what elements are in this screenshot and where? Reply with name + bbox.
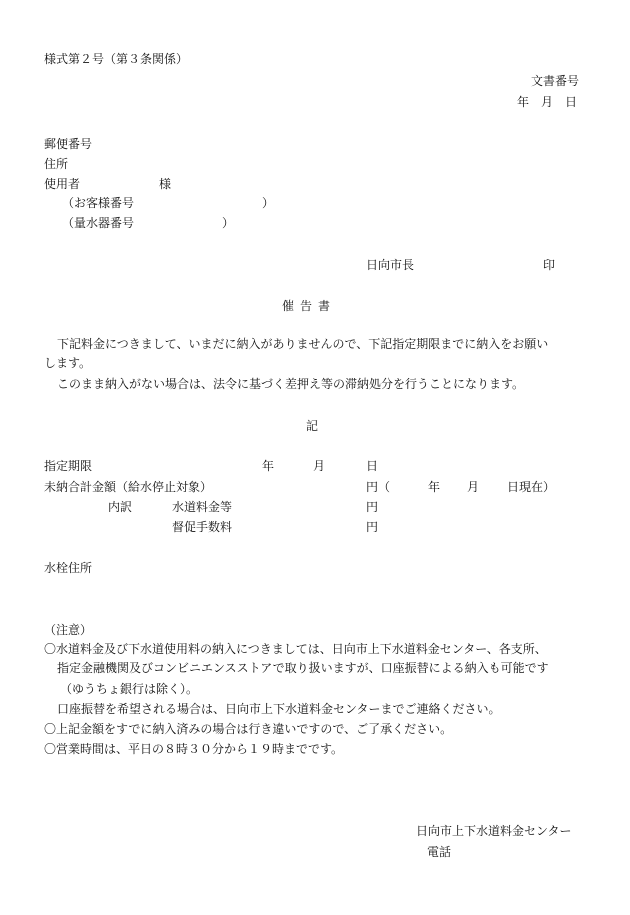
reminder-fee-label: 督促手数料 <box>172 520 233 534</box>
notes-heading: （注意） <box>44 623 93 637</box>
footer-center-name: 日向市上下水道料金センター <box>416 824 572 838</box>
body-line-2: します。 <box>44 356 92 370</box>
meter-number-close: ） <box>222 216 235 230</box>
water-fee-yen: 円 <box>366 500 379 514</box>
customer-number-label: （お客様番号 <box>62 196 135 210</box>
seal-mark: 印 <box>543 258 556 272</box>
user-label: 使用者 <box>44 177 81 191</box>
deadline-year: 年 <box>262 459 275 473</box>
water-fee-label: 水道料金等 <box>172 500 233 514</box>
note-1-line-2: 指定金融機関及びコンビニエンスストアで取り扱いますが、口座振替による納入も可能です <box>57 661 549 675</box>
document-number-label: 文書番号 <box>531 74 580 88</box>
tap-address-label: 水栓住所 <box>44 561 93 575</box>
note-3: 〇営業時間は、平日の８時３０分から１９時までです。 <box>44 742 344 756</box>
customer-number-close: ） <box>262 196 275 210</box>
form-label: 様式第２号（第３条関係） <box>44 52 189 66</box>
note-1-line-4: 口座振替を希望される場合は、日向市上下水道料金センターまでご連絡ください。 <box>57 702 501 716</box>
body-line-1: 下記料金につきまして、いまだに納入がありませんので、下記指定期限までに納入をお願い <box>57 337 549 351</box>
note-2: 〇上記金額をすでに納入済みの場合は行き違いですので、ご了承ください。 <box>44 722 453 736</box>
document-title: 催告書 <box>282 299 337 313</box>
address-label: 住所 <box>44 157 69 171</box>
unpaid-total-label: 未納合計金額（給水停止対象） <box>44 480 213 494</box>
date-top: 年 月 日 <box>517 95 578 109</box>
footer-phone-label: 電話 <box>427 845 452 859</box>
note-1-line-3: （ゆうちょ銀行は除く）。 <box>60 682 199 696</box>
as-of-day: 日現在） <box>507 480 556 494</box>
as-of-month: 月 <box>467 480 480 494</box>
note-1-line-1: 〇水道料金及び下水道使用料の納入につきましては、日向市上下水道料金センター、各支所、 <box>44 642 547 656</box>
deadline-day: 日 <box>366 459 379 473</box>
meter-number-label: （量水器番号 <box>62 216 135 230</box>
body-line-3: このまま納入がない場合は、法令に基づく差押え等の滞納処分を行うことになります。 <box>57 377 525 391</box>
ki-heading: 記 <box>306 419 319 433</box>
as-of-year: 年 <box>428 480 441 494</box>
issuer-name: 日向市長 <box>366 258 415 272</box>
deadline-label: 指定期限 <box>44 459 93 473</box>
deadline-month: 月 <box>313 459 326 473</box>
honorific-sama: 様 <box>159 177 172 191</box>
reminder-fee-yen: 円 <box>366 520 379 534</box>
unpaid-total-yen: 円（ <box>366 480 391 494</box>
postal-code-label: 郵便番号 <box>44 137 93 151</box>
breakdown-label: 内訳 <box>108 500 133 514</box>
